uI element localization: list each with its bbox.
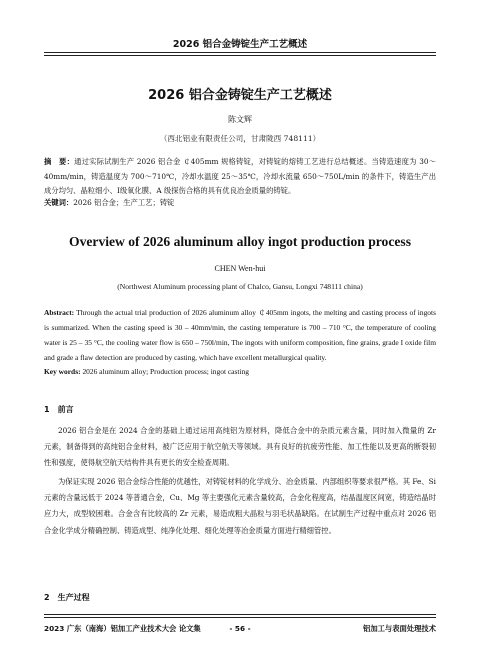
header-rule-thick <box>44 52 436 53</box>
footer-page-number: - 56 - <box>229 624 251 633</box>
english-keywords-text: 2026 aluminum alloy; Production process; ingot casting <box>80 367 249 376</box>
chinese-keywords <box>44 198 174 208</box>
chinese-author: 陈文辉 <box>228 115 252 124</box>
english-affiliation: (Northwest Aluminum processing plant of Chalco, Gansu, Longxi 748111 china) <box>117 282 363 291</box>
english-abstract-label: Abstract: <box>44 308 75 317</box>
english-abstract-text: Through the actual trial production of 2026 aluminum alloy ￠405mm ingots, the melting and casting process of ingots is summarized. When the casting speed is 30 – 40mm/min, the casting temperature is 700 – 710 °C, the temperature of cooling water is 25 – 35 °C, the cooling water flow is 650 – 750l/min, The ingots with uniform composition, fine grains, grade I oxide film and grade a flaw detection are produced by casting, which have excellent metallurgical quality. <box>44 308 436 362</box>
footer-journal-name: 铝加工与表面处理技术 <box>363 624 436 633</box>
english-author: CHEN Wen-hui <box>214 264 266 273</box>
chinese-keywords-text: 2026 铝合金；生产工艺；铸锭 <box>73 198 175 207</box>
english-keywords <box>44 367 249 376</box>
english-abstract <box>44 305 436 365</box>
body-paragraph: 2026 铝合金是在 2024 合金的基础上通过运用高纯铝为原材料，降低合金中的杂质元素含量，同时加入微量的 Zr 元素，制备得到的高纯铝合金材料，被广泛应用于航空航天等领域。具有良好的抗疲劳性能、加工性能以及更高的断裂韧性和强度，使得航空航天结构件具有更长的安全检查周期。 <box>44 426 436 468</box>
footer-rule-thick <box>44 614 436 615</box>
running-header-title: 2026 铝合金铸锭生产工艺概述 <box>172 39 308 50</box>
footer-rule-thin <box>44 617 436 618</box>
section-heading-introduction: 1 前言 <box>44 405 74 414</box>
chinese-abstract-label: 摘 要： <box>44 157 75 166</box>
english-title: Overview of 2026 aluminum alloy ingot production process <box>69 234 411 249</box>
body-paragraph: 为保证实现 2026 铝合金综合性能的优越性，对铸锭材料的化学成分、冶金质量、内部组织等要求很严格。其 Fe、Si 元素的含量远低于 2024 等普通合金，Cu、Mg 等主要强化元素含量较高，合金化程度高，结晶温度区间宽，铸造结晶时应力大，成型较困难。合金含有比较高的 Zr 元素，易造成粗大晶粒与羽毛状晶缺陷。在试制生产过程中重点对 2026 铝合金化学成分精确控制、铸造成型、纯净化处理、细化处理等冶金质量方面进行精细管控。 <box>44 477 436 535</box>
english-keywords-label: Key words: <box>44 367 81 376</box>
chinese-title: 2026 铝合金铸锭生产工艺概述 <box>148 88 332 103</box>
header-rule-thin <box>44 55 436 56</box>
chinese-affiliation: （西北铝业有限责任公司，甘肃陇西 748111） <box>159 134 321 143</box>
footer-proceedings-name: 2023 广东（南海）铝加工产业技术大会 论文集 <box>44 624 201 633</box>
section-heading-production-process: 2 生产过程 <box>44 593 90 602</box>
chinese-abstract-text: 通过实际试制生产 2026 铝合金 ￠405mm 规格铸锭，对铸锭的熔铸工艺进行总结概述。当铸造速度为 30～40mm/min，铸造温度为 700～710℃，冷却水温度 25～35℃，冷却水流量 650～750L/min 的条件下，铸造生产出成分均匀、晶粒细小、Ⅰ级氧化膜、A 级探伤合格的具有优良冶金质量的铸锭。 <box>44 157 437 195</box>
chinese-keywords-label: 关键词： <box>44 198 74 207</box>
chinese-abstract <box>44 155 436 199</box>
